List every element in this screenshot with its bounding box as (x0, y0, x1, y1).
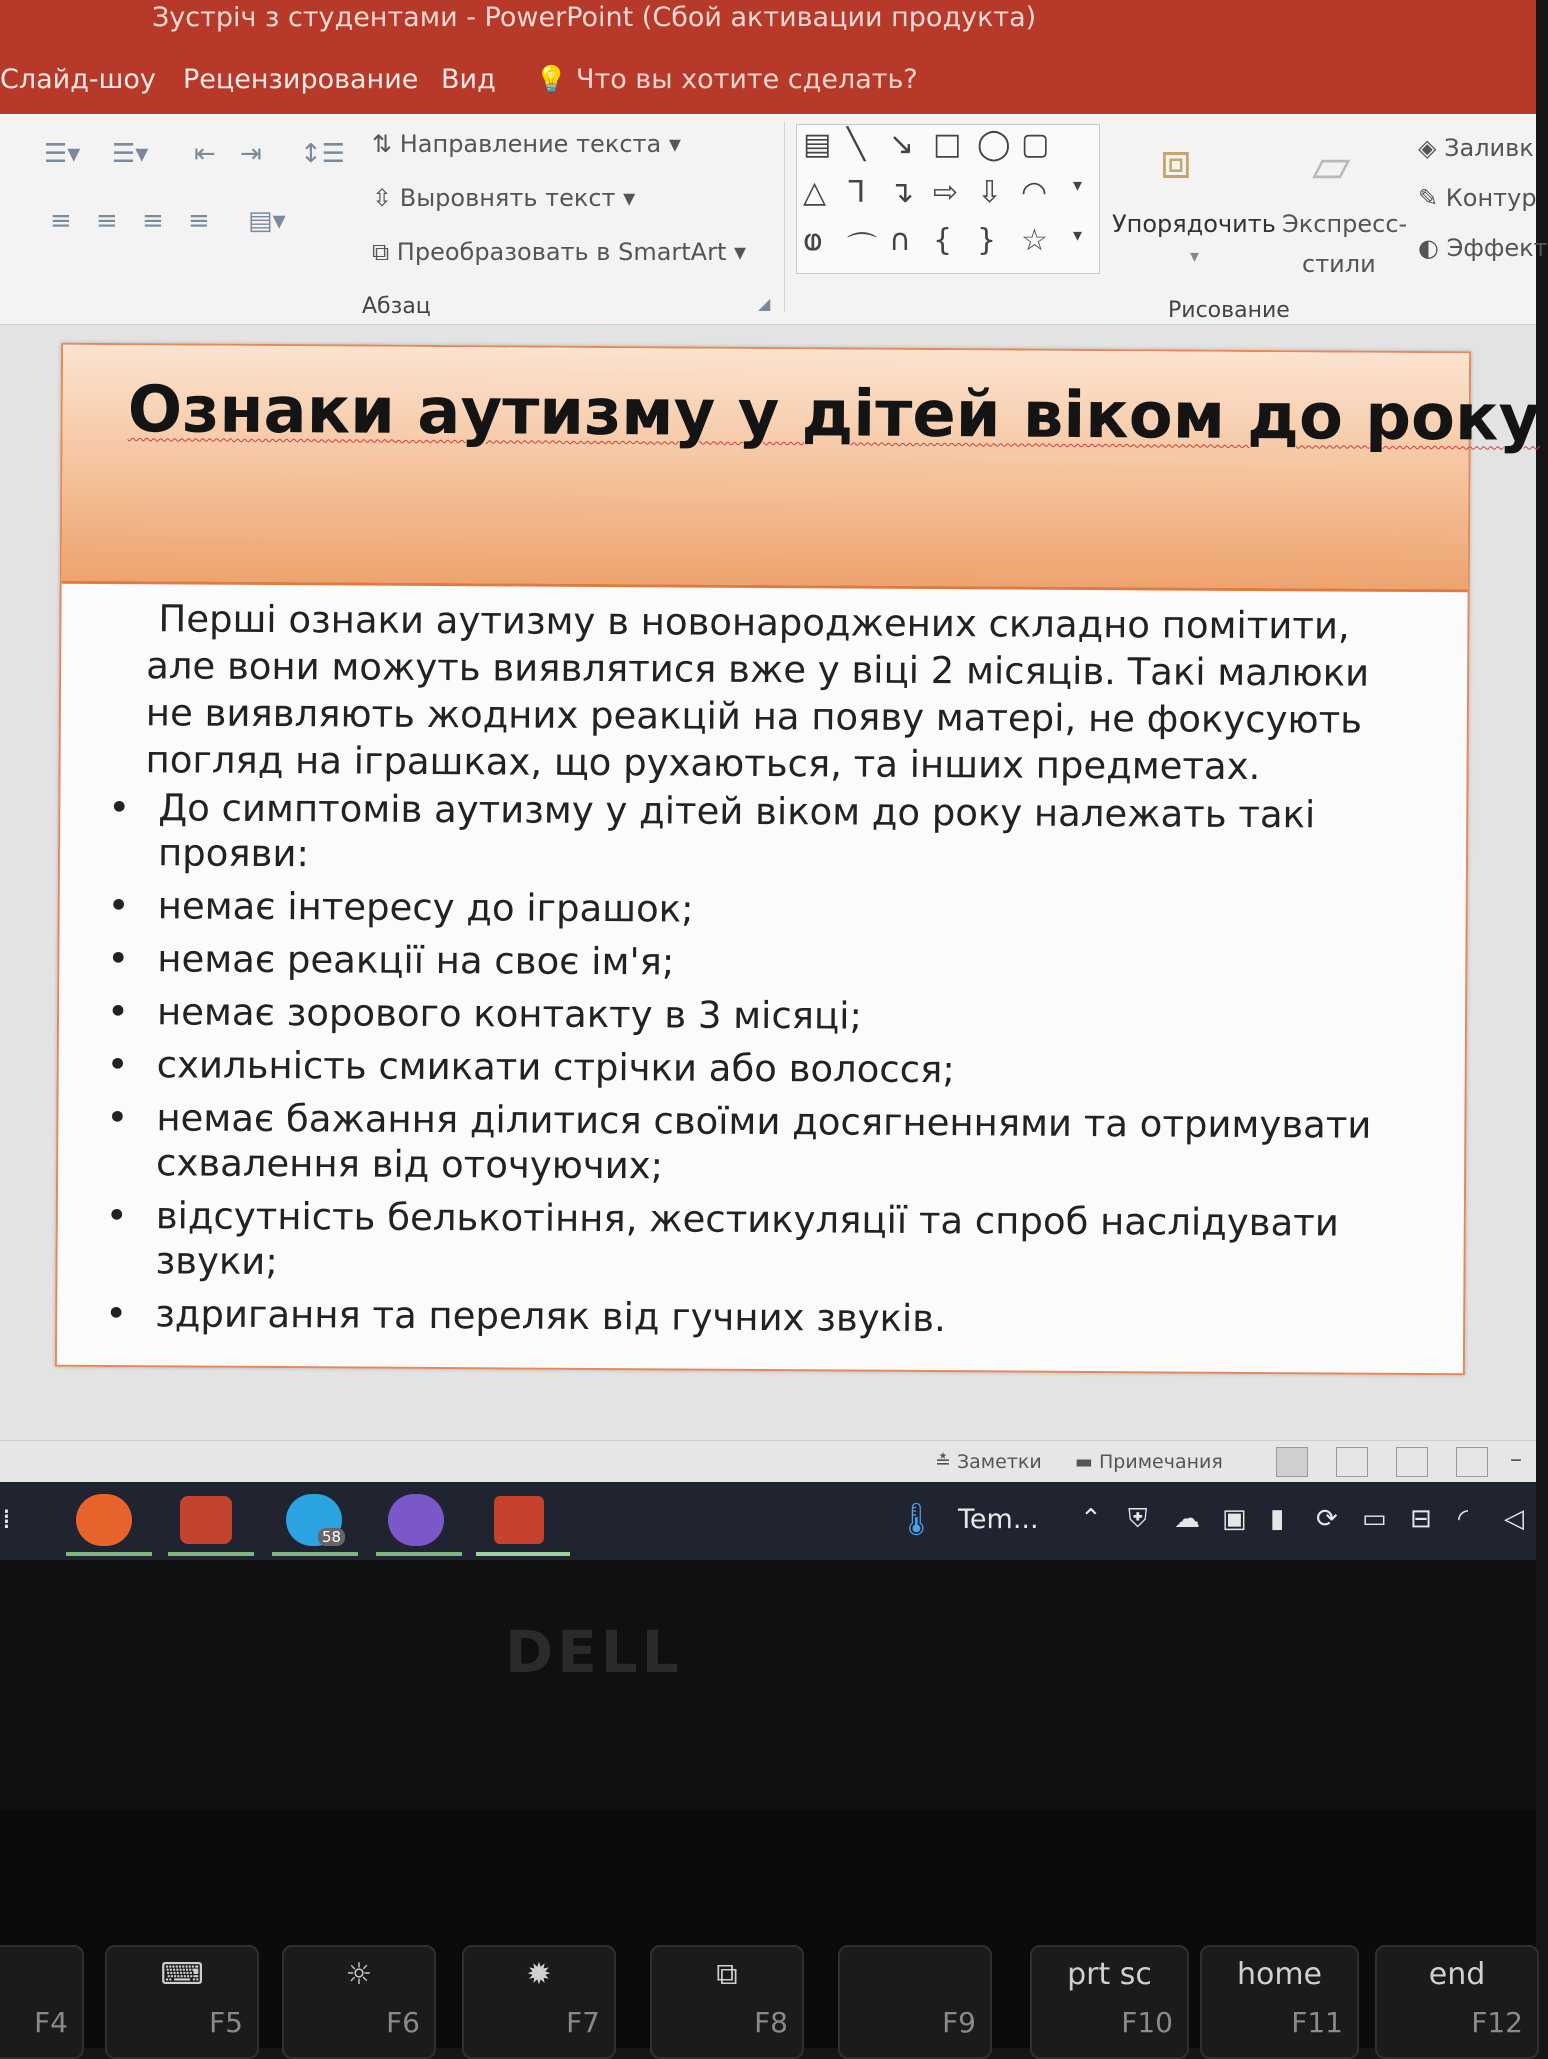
arrange-icon: ⧈ (1160, 132, 1192, 190)
telegram-running-indicator (272, 1552, 358, 1556)
pen-icon: ✎ (1418, 184, 1439, 212)
right-brace-shape-icon[interactable]: } (977, 223, 997, 258)
tell-me-search[interactable] (535, 64, 918, 95)
arrange-button[interactable]: Упорядочить (1112, 210, 1276, 238)
shape-outline-button[interactable] (1418, 184, 1537, 212)
update-icon[interactable]: ⟳ (1316, 1504, 1338, 1534)
bullet-item: • здригання та переляк від гучних звуків. (97, 1291, 1417, 1344)
gallery-more-icon[interactable]: ▾ (1073, 175, 1083, 196)
firefox-running-indicator (66, 1552, 152, 1556)
shape-effects-button[interactable] (1418, 234, 1548, 262)
dell-logo: DELL (505, 1618, 683, 1686)
bullets-icon[interactable]: ☰▾ (44, 139, 81, 169)
notes-button[interactable] (935, 1451, 1042, 1473)
elbow-arrow-shape-icon[interactable]: ↴ (889, 175, 915, 210)
onedrive-icon[interactable]: ☁ (1174, 1504, 1200, 1534)
right-arrow-shape-icon[interactable]: ⇨ (933, 175, 959, 210)
bullet-item: • немає бажання ділитися своїми досягненнями та отримувати схвалення від оточуючих; (98, 1095, 1419, 1193)
quick-styles-icon: ▱ (1312, 136, 1351, 194)
arc-shape-icon[interactable]: ⌒ (847, 231, 877, 266)
align-left-icon[interactable]: ≡ (50, 206, 72, 236)
text-direction-label: Направление текста (399, 130, 662, 158)
defender-icon[interactable]: ⛨ (1128, 1504, 1148, 1534)
display-switch-icon: ⧉ (716, 1957, 738, 1992)
zoom-out-icon[interactable]: – (1510, 1445, 1522, 1473)
connector-shape-icon[interactable]: ᒣ (847, 175, 866, 210)
arrow-line-shape-icon[interactable]: ↘ (889, 127, 915, 162)
ribbon-tabs (0, 50, 1536, 114)
left-brace-shape-icon[interactable]: { (933, 223, 953, 258)
volume-icon[interactable]: ◁ (1504, 1504, 1524, 1534)
laptop-keyboard (0, 1810, 1536, 2048)
text-direction-icon: ⇅ (372, 130, 393, 158)
paragraph-dialog-launcher-icon[interactable]: ◢ (758, 294, 771, 313)
effects-icon: ◐ (1418, 234, 1439, 262)
telegram-badge: 58 (318, 1528, 345, 1546)
bullet-item: • схильність смикати стрічки або волосся; (99, 1042, 1419, 1095)
align-text-label: Выровнять текст (399, 184, 616, 212)
thermometer-icon: 🌡 (896, 1500, 937, 1538)
app-running-indicator (168, 1552, 254, 1556)
gallery-expand-icon[interactable]: ▾ (1073, 225, 1083, 246)
shape-fill-button[interactable] (1418, 134, 1534, 162)
slide-sorter-icon[interactable] (1336, 1447, 1368, 1477)
decrease-indent-icon[interactable]: ⇤ (194, 139, 216, 169)
weather-widget[interactable]: Tem... (958, 1504, 1039, 1535)
scribble-shape-icon[interactable]: ⱷ (803, 223, 823, 258)
notes-label: Заметки (956, 1451, 1042, 1473)
increase-indent-icon[interactable]: ⇥ (240, 139, 262, 169)
window-title: Зустріч з студентами - PowerPoint (Сбой активации продукта) (152, 2, 1037, 33)
network-icon[interactable]: ⊟ (1410, 1504, 1432, 1534)
down-arrow-shape-icon[interactable]: ⇩ (977, 175, 1003, 210)
app-icon[interactable] (180, 1496, 232, 1544)
key-f8[interactable]: ⧉ F8 (650, 1945, 804, 2059)
meet-icon[interactable]: ▣ (1222, 1504, 1247, 1534)
key-f12[interactable]: end F12 (1375, 1945, 1539, 2059)
paint-bucket-icon: ◈ (1418, 134, 1437, 162)
bullet-item: • немає зорового контакту в 3 місяці; (99, 989, 1419, 1042)
oval-shape-icon[interactable]: ◯ (977, 127, 1011, 162)
bullet-item: • відсутність белькотіння, жестикуляції та спроб наслідувати звуки; (97, 1193, 1418, 1291)
curve-shape-icon[interactable]: ∩ (889, 223, 911, 258)
powerpoint-active-indicator (476, 1552, 570, 1556)
drawing-group-label: Рисование (1168, 298, 1290, 323)
arrange-dropdown-icon[interactable]: ▾ (1190, 246, 1200, 267)
brightness-down-icon: ☼ (345, 1957, 373, 1992)
convert-smartart-label: Преобразовать в SmartArt (396, 238, 727, 266)
textbox-shape-icon[interactable]: ▤ (803, 127, 832, 162)
columns-icon[interactable]: ▤▾ (248, 206, 286, 236)
group-separator (784, 122, 785, 312)
ribbon (0, 114, 1548, 325)
key-f4[interactable]: F4 (0, 1945, 84, 2059)
viber-icon[interactable] (388, 1494, 444, 1546)
triangle-shape-icon[interactable]: △ (803, 175, 827, 210)
numbering-icon[interactable]: ☰▾ (112, 139, 149, 169)
normal-view-icon[interactable] (1276, 1447, 1308, 1477)
slide-body-paragraph[interactable]: Перші ознаки аутизму в новонароджених складно помітити, але вони можуть виявлятися вже у віці 2 місяців. Такі малюки не виявляють жодних реакцій на появу матері, не фокусують погляд на іграшках, що рухаються, та інших предметах. (145, 597, 1370, 789)
text-direction-button[interactable]: ⇅ Направление текста ▾ (372, 130, 681, 158)
key-f7[interactable]: ✹ F7 (462, 1945, 616, 2059)
justify-icon[interactable]: ≡ (188, 206, 210, 236)
tab-review[interactable]: Рецензирование (183, 64, 419, 95)
taskbar (0, 1482, 1536, 1560)
bullet-item: • До симптомів аутизму у дітей віком до року належать такі прояви: (100, 785, 1421, 883)
comment-icon: ▬ (1075, 1451, 1093, 1473)
battery-icon[interactable]: ▭ (1362, 1504, 1387, 1534)
line-shape-icon[interactable]: ╲ (847, 127, 866, 162)
backlight-icon: ⌨ (160, 1957, 204, 1992)
notes-icon: ≛ (935, 1451, 951, 1473)
shape-fill-label: Заливк (1444, 134, 1534, 162)
key-f10[interactable]: prt sc F10 (1030, 1945, 1189, 2059)
shape-outline-label: Контур (1445, 184, 1537, 212)
align-right-icon[interactable]: ≡ (142, 206, 164, 236)
slide-header-band (62, 345, 1541, 593)
comments-label: Примечания (1099, 1451, 1223, 1473)
freeform-shape-icon[interactable]: ◠ (1021, 175, 1048, 210)
smartart-icon: ⧉ (372, 238, 390, 266)
comments-button[interactable] (1075, 1451, 1223, 1473)
slide[interactable] (55, 343, 1541, 1376)
tell-me-text: Что вы хотите сделать? (575, 64, 918, 95)
wifi-icon[interactable]: ◜ (1458, 1504, 1469, 1534)
convert-smartart-button[interactable]: ⧉ Преобразовать в SmartArt ▾ (372, 238, 747, 266)
key-f6[interactable]: ☼ F6 (282, 1945, 436, 2059)
rectangle-shape-icon[interactable]: □ (933, 127, 962, 162)
viber-running-indicator (376, 1552, 462, 1556)
align-text-button[interactable]: ⇳ Выровнять текст ▾ (372, 184, 636, 212)
firefox-icon[interactable] (76, 1494, 132, 1546)
slide-editing-area (0, 325, 1541, 1440)
reading-view-icon[interactable] (1396, 1447, 1428, 1477)
align-text-icon: ⇳ (372, 184, 393, 212)
shapes-gallery (796, 124, 1100, 274)
slideshow-view-icon[interactable] (1456, 1447, 1488, 1477)
tab-view[interactable]: Вид (441, 64, 496, 95)
key-f11[interactable]: home F11 (1200, 1945, 1359, 2059)
rounded-rect-shape-icon[interactable]: ▢ (1021, 127, 1050, 162)
bullet-item: • немає реакції на своє ім'я; (99, 936, 1419, 989)
microphone-icon[interactable]: ▮ (1270, 1504, 1285, 1534)
slide-bullet-list[interactable] (97, 785, 1420, 1352)
slide-title[interactable]: Ознаки аутизму у дітей віком до року (127, 373, 1541, 456)
lightbulb-icon: 💡 (535, 65, 568, 95)
quick-styles-label-1[interactable]: Экспресс- (1282, 210, 1408, 238)
paragraph-group-label: Абзац (362, 294, 431, 319)
line-spacing-icon[interactable]: ↕☰ (300, 139, 346, 169)
powerpoint-icon[interactable] (494, 1496, 544, 1544)
star-shape-icon[interactable]: ☆ (1021, 223, 1048, 258)
title-bar (0, 0, 1536, 50)
status-bar (0, 1440, 1536, 1483)
show-hidden-icons-icon[interactable]: ⌃ (1080, 1504, 1102, 1534)
key-f5[interactable]: ⌨ F5 (105, 1945, 259, 2059)
brightness-up-icon: ✹ (526, 1957, 552, 1992)
laptop-bezel (0, 1560, 1536, 1810)
bullet-item: • немає інтересу до іграшок; (100, 883, 1420, 936)
key-f9[interactable]: F9 (838, 1945, 992, 2059)
task-view-icon[interactable]: ⁞ (2, 1502, 11, 1535)
tab-slideshow[interactable]: Слайд-шоу (0, 64, 156, 95)
shape-effects-label: Эффект (1446, 234, 1548, 262)
quick-styles-label-2[interactable]: стили (1302, 250, 1376, 278)
align-center-icon[interactable]: ≡ (96, 206, 118, 236)
